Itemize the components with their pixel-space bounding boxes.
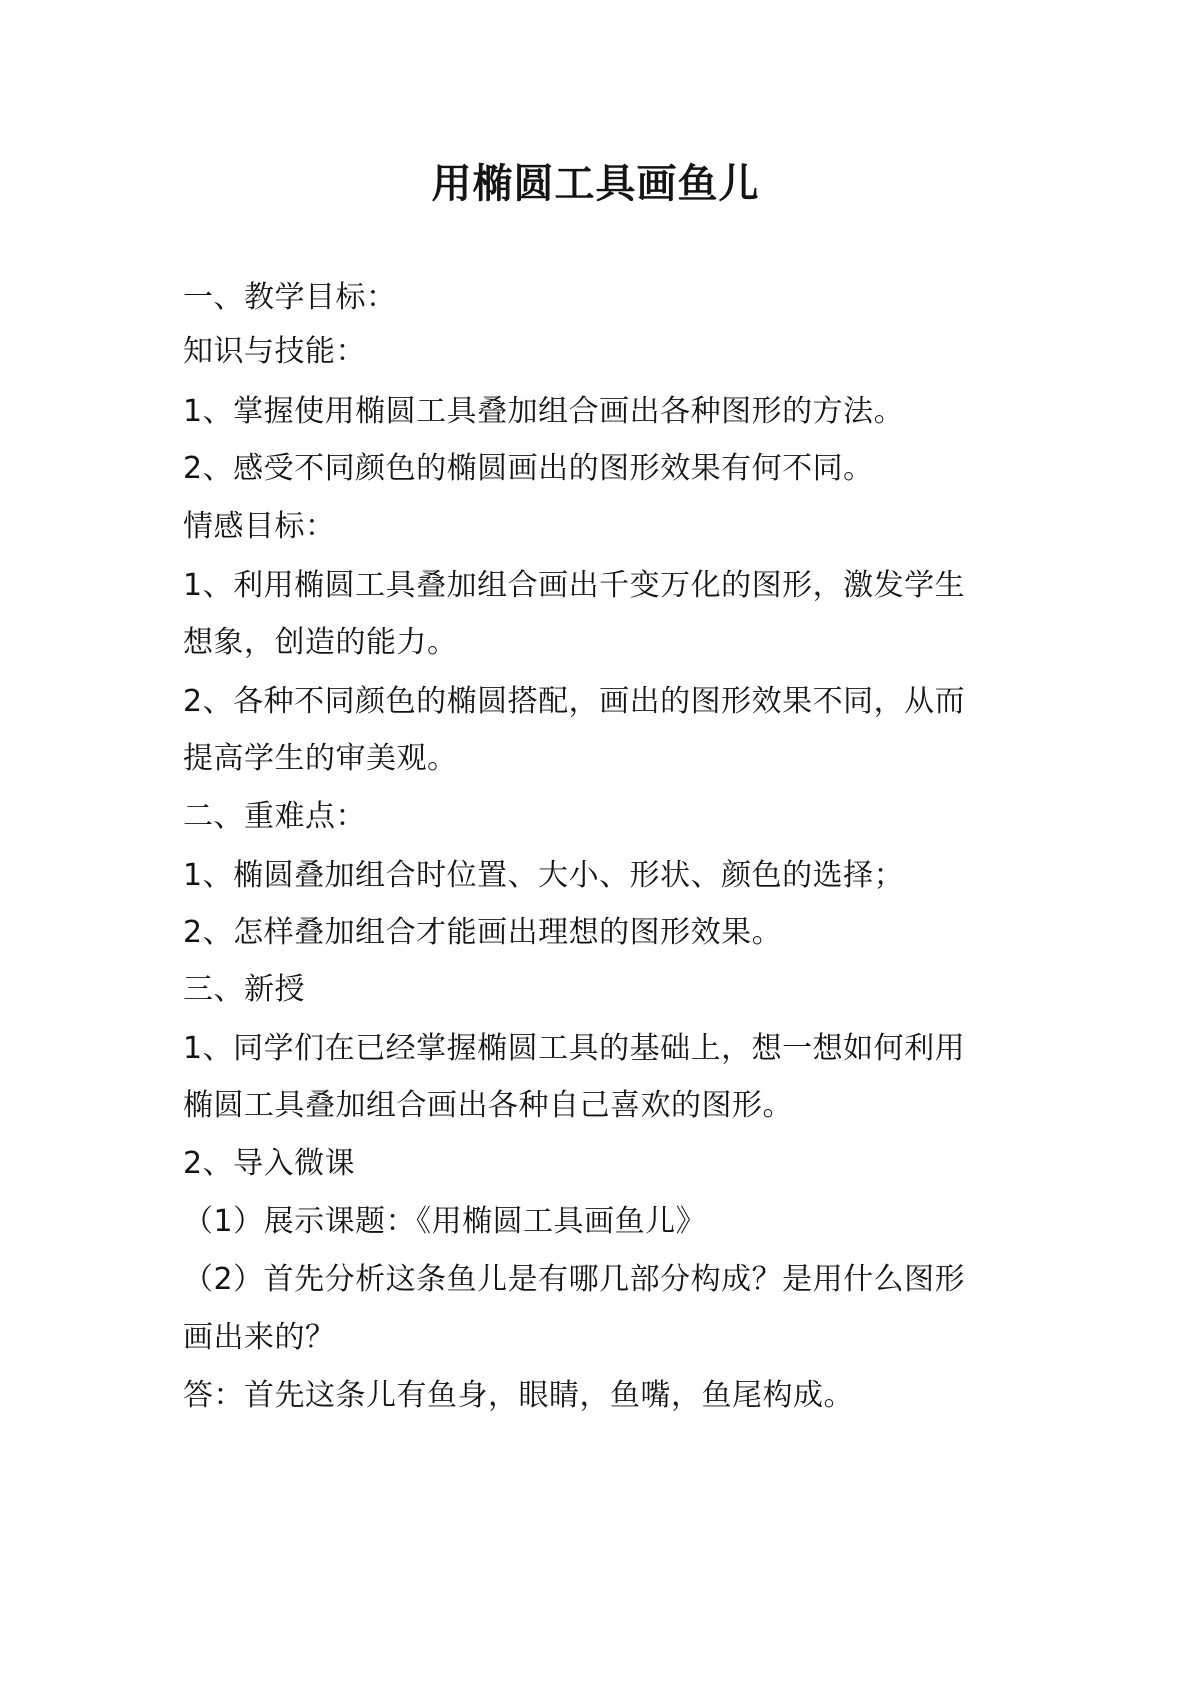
emotional-item-1-line-1: 1、利用椭圆工具叠加组合画出千变万化的图形，激发学生 [183, 568, 966, 603]
lesson-subitem-1: （1）展示课题：《用椭圆工具画鱼儿》 [183, 1204, 707, 1239]
heading-key-difficulties: 二、重难点： [183, 799, 366, 834]
answer-line: 答：首先这条儿有鱼身，眼睛，鱼嘴，鱼尾构成。 [183, 1378, 854, 1413]
heading-new-lesson: 三、新授 [183, 972, 305, 1007]
heading-teaching-goals: 一、教学目标： [183, 280, 397, 315]
lesson-subitem-2-line-1: （2）首先分析这条鱼儿是有哪几部分构成？是用什么图形 [183, 1262, 966, 1297]
difficulty-item-1: 1、椭圆叠加组合时位置、大小、形状、颜色的选择； [183, 858, 905, 893]
lesson-item-1-line-1: 1、同学们在已经掌握椭圆工具的基础上，想一想如何利用 [183, 1031, 966, 1066]
lesson-item-2: 2、导入微课 [183, 1146, 356, 1181]
lesson-subitem-2-line-2: 画出来的？ [183, 1320, 336, 1355]
emotional-item-2-line-1: 2、各种不同颜色的椭圆搭配，画出的图形效果不同，从而 [183, 684, 966, 719]
subheading-emotional-goals: 情感目标： [183, 509, 336, 544]
difficulty-item-2: 2、怎样叠加组合才能画出理想的图形效果。 [183, 915, 783, 950]
knowledge-item-1: 1、掌握使用椭圆工具叠加组合画出各种图形的方法。 [183, 394, 905, 429]
knowledge-item-2: 2、感受不同颜色的椭圆画出的图形效果有何不同。 [183, 451, 874, 486]
subheading-knowledge-skills: 知识与技能： [183, 334, 366, 369]
emotional-item-2-line-2: 提高学生的审美观。 [183, 741, 458, 776]
emotional-item-1-line-2: 想象，创造的能力。 [183, 625, 458, 660]
document-title: 用椭圆工具画鱼儿 [431, 161, 760, 207]
lesson-item-1-line-2: 椭圆工具叠加组合画出各种自己喜欢的图形。 [183, 1088, 793, 1123]
